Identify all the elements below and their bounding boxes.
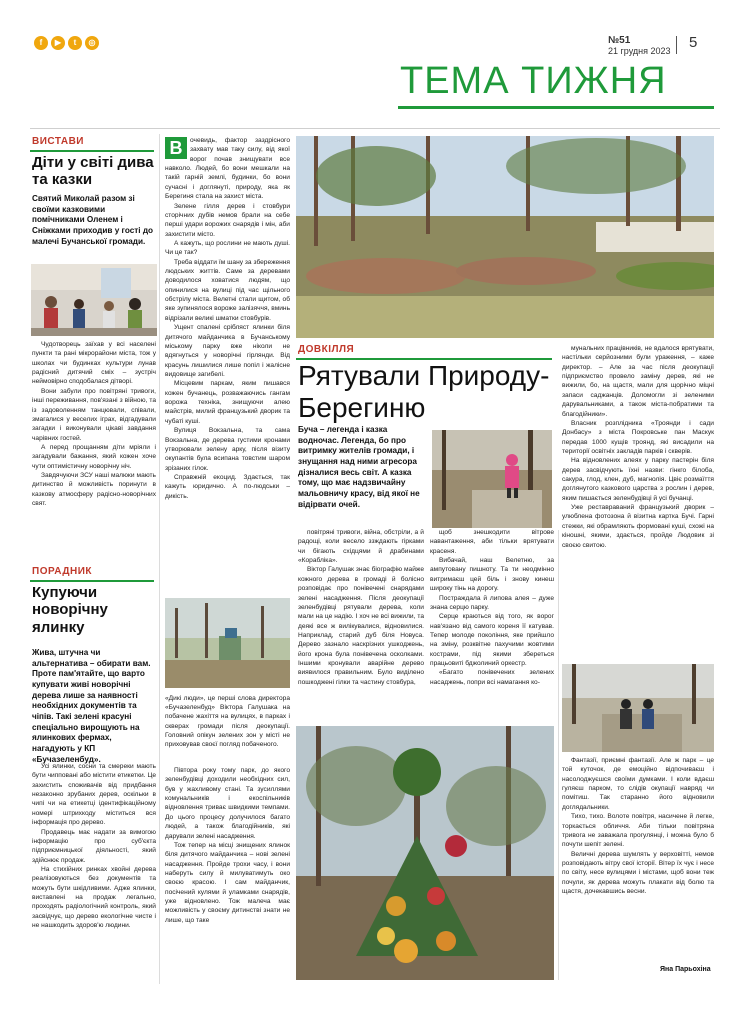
rubric-underline: [398, 106, 714, 109]
paragraph: Вибачай, наш Велетню, за ампутовану пишноту. Та ти неодмінно витримаєш цей біль і знову кинеш широку тінь на дорогу.: [430, 557, 554, 593]
paragraph: Зелене гілля дерев і стовбури сторічних дубів немов брали на себе перші удари ворожих снарядів і мін, аби захистити місто.: [165, 202, 290, 238]
page-separator: [676, 36, 677, 54]
instagram-icon[interactable]: ◎: [85, 36, 99, 50]
dropcap: В: [165, 137, 187, 159]
paragraph: Вулиця Вокзальна, та сама Вокзальна, де дерева густими кронами утворювали зелену арку, після візиту окупантів була всипана товстим шаром зрізаних гілок.: [165, 427, 290, 472]
paragraph: Продавець має надати за вимогою інформацію про суб'єкта підприємницької діяльності, який здійснює продаж.: [32, 828, 156, 864]
paragraph: Величні дерева шумлять у верховітті, немов розповідають вітру свої історії. Вітер їх чує і несе по світу, несе вулицями і містами, щоб вони теж почули, як дерева можуть плакати від болю та щастя, дочекавшись весни.: [562, 850, 714, 896]
page-number: 5: [689, 34, 698, 51]
photo-decorated-tree: [296, 726, 554, 980]
paragraph: Чудотворець заїхав у всі населені пункти та рані мікрорайони міста, тож у школах чи будинках культури лунав радісний дитячий сміх – зустріч неймовірно сподобалася дітворі.: [32, 341, 156, 386]
article-lead-kids: Святий Миколай разом зі своїми казковими помічниками Оленем і Сніжками приходив у гості до малечі Бучанської громади.: [32, 194, 154, 246]
paragraph: мунальних працівників, не вдалося врятувати, настільки серйозними були ураження, – каже директор. – Але за час після деокупації підприємство провело заміну дерев, які не вижили, бо, на щастя, мали для щорічно міцні запаси саджанців. Доломогли зі зеленими дарувальниками, а також міста-побратими та благодійники».: [562, 345, 714, 418]
article-body-col3a: [298, 528, 424, 718]
photo-park-alley: [296, 136, 714, 338]
social-icons: [34, 36, 99, 50]
paragraph: Фантазії, приємні фантазії. Але ж парк – це той куточок, де емоційно відпочиваєш і насолоджуєшся своїми думками. І коли вдаєш гуляєш парком, то слідів окупації навряд чи помітиш. Так старанно його відновили доглядальники.: [562, 757, 714, 811]
paragraph: «Багато понівечених зелених насаджень, попри всі намагання ко-: [430, 669, 554, 686]
paragraph: На стихійних ринках хвойні дерева реалізовуються без документів та можуть бути шкідливими. Адже ялинки, виставлені на продаж легально, проходять радіологічний контроль, який засвідчує, що дерево екологічне чисте і не нашкодить здоров'ю людини.: [32, 865, 156, 930]
telegram-icon[interactable]: t: [68, 36, 82, 50]
article-body-col4a: [430, 528, 554, 718]
paragraph: Тож тепер на місці знищених ялинок біля дитячого майданчика – нові зелені насадження. Пройде трохи часу, і вони наберуть силу й милуватимуть око своєю красою. І сам майданчик, посічений кулями й уламками снарядів, уже відновлено. Тож малеча має можливість у своєму дитинстві знати не лише, що таке: [165, 841, 290, 924]
article-body-right2: [562, 756, 714, 962]
author-byline: Яна Парьохіна: [660, 966, 711, 973]
intro-text: очевидь, фактор заздрісного захвату мав таку силу, від якої ворог почав знищувати все навколо. Людей, бо вони мешкали на такій гарній землі, будинки, бо вони сучасні і доглянуті, природу, яка як Берегиня стала на захист міста.: [165, 137, 290, 201]
facebook-icon[interactable]: f: [34, 36, 48, 50]
article-title-kids: Діти у світі дива та казки: [32, 154, 154, 189]
article-lead-main: Буча – легенда і казка водночас. Легенда, бо про витримку жителів громади, і знущання над ними агресора дізналися весь світ. А казка тому, що має надзвичайну мальовничу красу, від якої не відірвати очей.: [298, 425, 420, 509]
photo-child-park: [432, 430, 552, 528]
section-label-vystavy: ВИСТАВИ: [32, 136, 84, 147]
section-label-poradnyk: ПОРАДНИК: [32, 566, 92, 577]
rubric-title: ТЕМА ТИЖНЯ: [400, 60, 667, 102]
article-body-right: [562, 344, 714, 670]
paragraph: Уже реставраваний французький дворик – улюблена фотозона й візитна картка Бучі. Гарні стежки, які обрамляють формовані куші, схожі на кіношні, якими, здається, пройде Людовик зі своєю свитою.: [562, 504, 714, 549]
paragraph: Ущент спалені срібляст ялинки біля дитячого майданчика в Бучанському міському парку вже ніколи не вдягнуться у новорічні гірлянди. Від красунь лишилися лише попіл і жалісне видовище загибелі.: [165, 324, 290, 378]
paragraph: Тихо, тихо. Волоте повітря, насичене й легке, торкається обличчя. Аби тільки повітряна тривога не заважала прогулянці, і можна було б почути шепіт зелені.: [562, 813, 714, 849]
paragraph: повітряні тривоги, війна, обстріли, а й радощі, коли весело ззждають гірками чи бігають східцями й драбинами «Корабліка».: [298, 529, 424, 565]
column-divider: [159, 134, 160, 984]
issue-date: 21 грудня 2023: [608, 46, 671, 56]
article-lead-tree: Жива, штучна чи альтернатива – обирати вам. Проте пам'ятайте, що варто купувати живі новорічні дерева лише за наявності необхідних документів та чіпів. Такі зелені красуні спеціально вирощують на ялинкових фермах, нагадують у КП «Бучазеленбуд».: [32, 648, 151, 764]
photo-people-walking: [562, 664, 714, 752]
paragraph: щоб знешкодити вітрове навантаження, аби тільки врятувати красеня.: [430, 529, 554, 555]
photo-kids-show: [31, 264, 157, 336]
article-title-main: Рятували Природу-Берегиню: [298, 360, 550, 424]
paragraph: Місцевим паркам, яким пишався кожен бучанець, розважаючись гангам ворожа техніка, знищуючи алею майстрів, милий французький дворик та чубаті куші.: [165, 380, 290, 425]
issue-info: [608, 35, 671, 56]
article-body-tree: [32, 762, 156, 978]
section-rule: [30, 580, 154, 582]
column-divider: [558, 530, 559, 980]
issue-number: №51: [608, 35, 631, 46]
photo-playground: [165, 598, 290, 688]
paragraph: Усі ялинки, сосни та смереки мають бути чипповані або містити етикетки. Це захистить споживачів від придбання незаконно зрубаних дерев, оскільки в чипі чи на етикетці ідентифікаційному номері штрихкоду міститься вся інформація про дерево.: [32, 763, 156, 827]
youtube-icon[interactable]: ▶: [51, 36, 65, 50]
paragraph: Півтора року тому парк, до якого зеленбудівці доходили необхідних сил, був у жахливому стані. Та зусиллями комунальників і екоспільників відновлення триває швидкими темпами. До цього процесу долучилося багато людей, а також благодійників, які дарували зелені насадження.: [165, 767, 290, 840]
section-rule: [30, 150, 154, 152]
section-label-dovkillia: ДОВКІЛЛЯ: [298, 344, 355, 355]
paragraph: Постраждала й липова алея – дуже знана серцю парку.: [430, 594, 554, 611]
article-title-tree: Купуючи новорічну ялинку: [32, 584, 108, 636]
paragraph: Справжній екоцид. Здається, так кажуть юридично. А по-людськи – дикість.: [165, 473, 290, 500]
paragraph: Вони забули про повітряні тривоги, інші переживання, пов'язані з війною, та із задоволенням танцювали, співали, змагалися у веселих іграх, відгадували загадки і виконували цікаві завдання чарівних гостей.: [32, 387, 156, 442]
paragraph: Завдячуючи ЗСУ наші малюки мають дитинство й можливість поринути в казкову атмосферу радісно-новорічних свят.: [32, 472, 156, 508]
photo-caption-galushak: «Дикі люди», це перші слова директора «Бучазеленбуд» Віктора Галушака на побачене жахіття на вулицях, в парках і скверах громади після деокупації. Головний опікун зелених зон у місті не приховував своєї погляд побаченого.: [165, 695, 290, 749]
paragraph: Власник розплідника «Троянди і сади Донбасу» з міста Покровське пан Маскук передав 1000 кущів троянд, які висадили на території освітніх закладів парків і скверів.: [562, 419, 714, 455]
paragraph: А кажуть, що рослини не мають душі. Чи це так?: [165, 239, 290, 257]
paragraph: Треба віддати їм шану за збереження людських життів. Саме за деревами доводилося ховатися людям, що опинилися на вулиці під час щільного обстрілу міста. Велетні стали щитом, об яке зупинялося вороже залізяччя, вминь відрізали великі шматки стовбурів.: [165, 258, 290, 322]
article-body-col2b: [165, 766, 290, 982]
paragraph: На відновлених алеях у парку пастерін біля дерев засвідчують їхні назви: гінкго білоба, сакура, глод, клен, дуб, магнолія. Цвіє розмаїття доглянутого казкового царства з рослин і дерев, яким пишається зеленбудівці й усі бучанці.: [562, 457, 714, 502]
paragraph: А перед прощанням діти мріяли і загадували бажання, який кожен хоче чути оптимістичну новорічну ніч.: [32, 443, 156, 470]
paragraph: Серце краються від того, як ворог нав'язано від самого кореня її катував. Тепер молоде покоління, яке прийшло на зміну, розквітне пахучими жовтими кострами, під якими збереться працьовиті бджолиний оркестр.: [430, 613, 554, 668]
article-body-kids: [32, 340, 156, 558]
top-rule: [30, 128, 720, 129]
article-body-intro: [165, 136, 290, 592]
paragraph: Віктор Галушак знає біографію майже кожного дерева в громаді й болісно розповідає про понівечені снарядами зелені насадження. Після деокупації зеленбудівці рятували дерева, коли мали на це надію. І хоч не всі вижили, та деякі все ж вилікувалися, відновилися. Наприклад, старий дуб біля Новуса. Дерево зазнало наскрізних ушкоджень, його крона була понівечена осколками. Іншими кронували аварійне дерево виявилося правильним. Було виділено пошкоджені гілки та частину стовбура,: [298, 566, 424, 686]
